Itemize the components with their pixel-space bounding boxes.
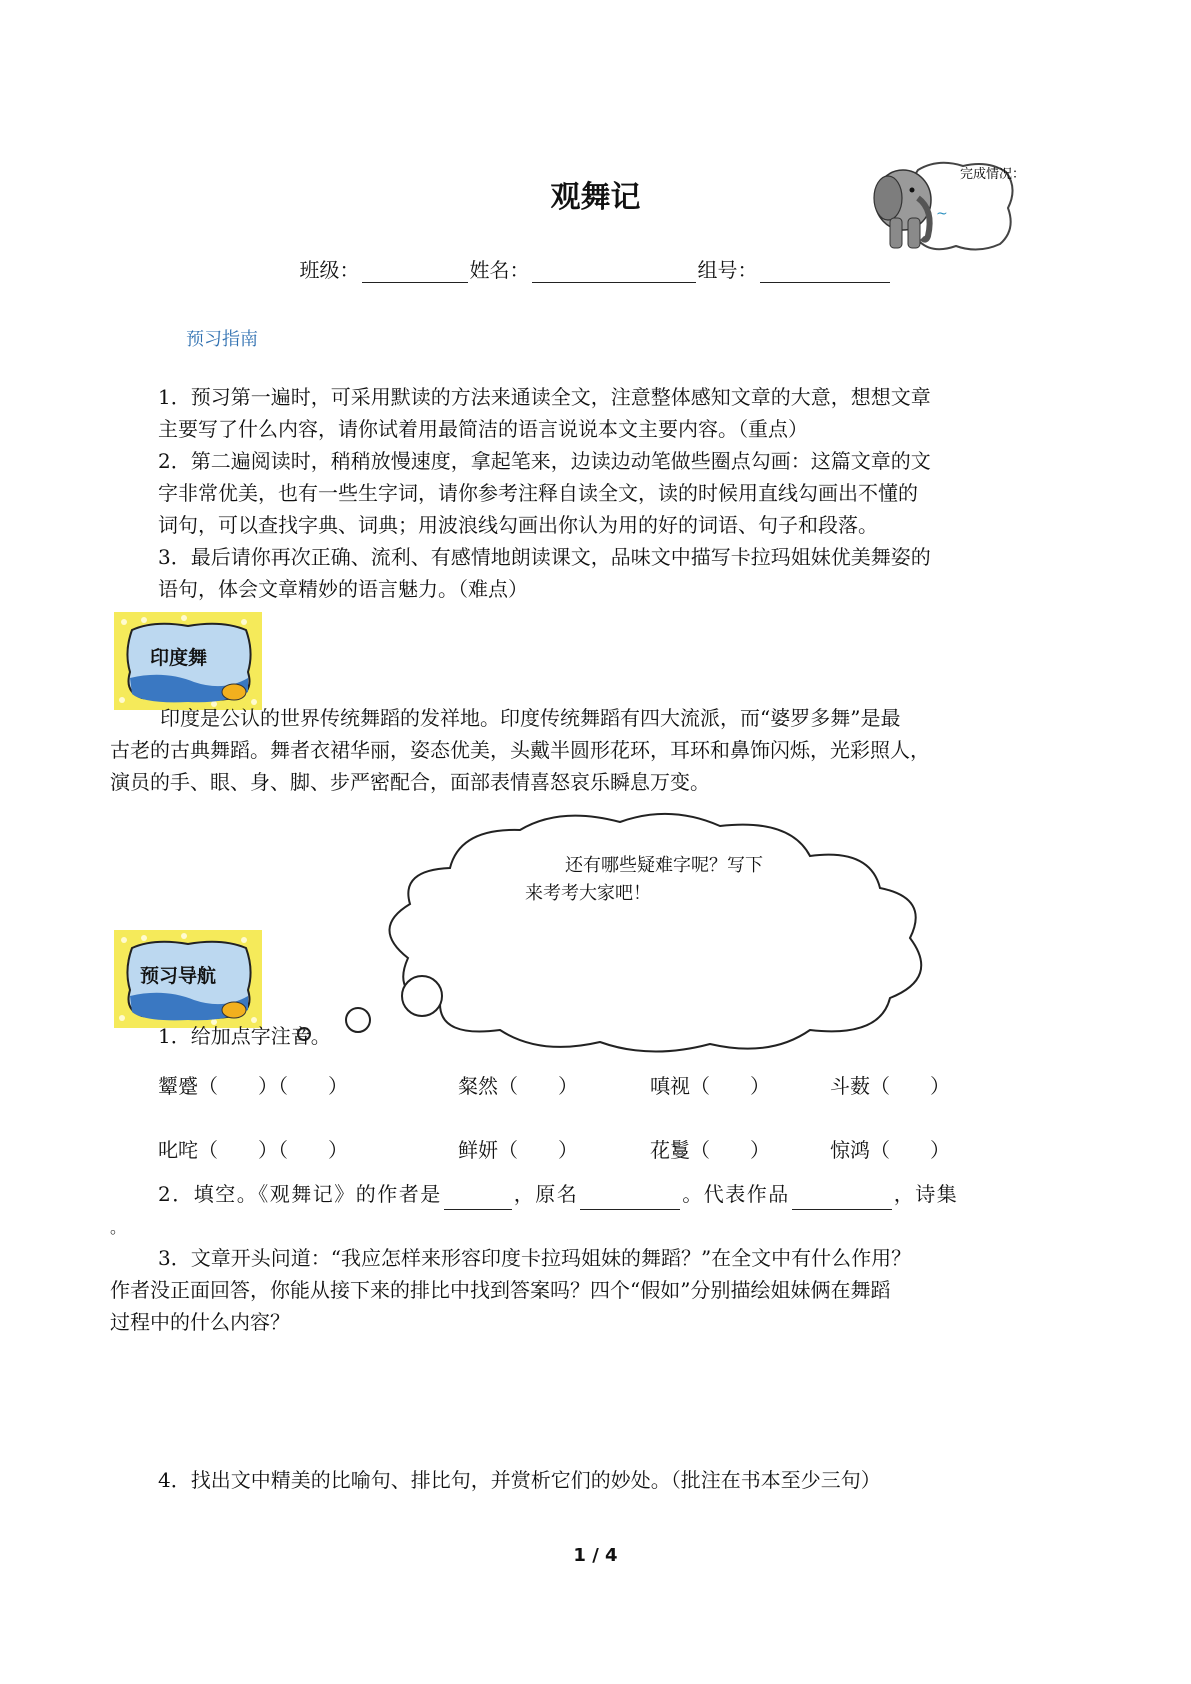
q2-part-c: 。代表作品: [682, 1182, 790, 1206]
vocab-item[interactable]: 惊鸿（ ）: [830, 1138, 950, 1162]
question-4: 4．找出文中精美的比喻句、排比句，并赏析它们的妙处。（批注在书本至少三句）: [158, 1468, 881, 1492]
guide-heading: 预习指南: [186, 329, 258, 350]
vocab-item[interactable]: 粲然（ ）: [458, 1074, 578, 1098]
thought-text: [525, 852, 763, 908]
badge-india-dance: [114, 612, 262, 710]
name-label: 姓名：: [469, 258, 530, 282]
vocab-item[interactable]: 鲜妍（ ）: [458, 1138, 578, 1162]
q2-part-a: 2．填空。《观舞记》的作者是: [158, 1182, 442, 1206]
vocab-item[interactable]: 斗薮（ ）: [830, 1074, 950, 1098]
guide-item-2-line-3: 词句，可以查找字典、词典；用波浪线勾画出你认为用的好的词语、句子和段落。: [158, 513, 878, 537]
class-label: 班级：: [299, 258, 360, 282]
question-1: 1．给加点字注音。: [158, 1024, 331, 1048]
badge-preview-navigation-label: 预习导航: [140, 965, 217, 987]
works-field[interactable]: [792, 1187, 892, 1210]
q2-part-d: ，诗集: [893, 1182, 959, 1206]
page-title: 观舞记: [550, 180, 641, 215]
fish-icon: [222, 684, 246, 700]
badge-india-dance-label: 印度舞: [150, 647, 208, 669]
india-text-line-2: 古老的古典舞蹈。舞者衣裙华丽，姿态优美，头戴半圆形花环，耳环和鼻饰闪烁，光彩照人，: [110, 738, 930, 762]
q3-line-2: 作者没正面回答，你能从接下来的排比中找到答案吗？四个“假如”分别描绘姐妹俩在舞蹈: [110, 1278, 891, 1302]
question-2: [158, 1178, 1098, 1210]
vocab-item[interactable]: 花鬘（ ）: [650, 1138, 770, 1162]
author-field[interactable]: [444, 1187, 512, 1210]
guide-item-1-line-2: 主要写了什么内容，请你试着用最简洁的语言说说本文主要内容。（重点）: [158, 417, 808, 441]
vocab-item[interactable]: 颦蹙（ ）（ ）: [158, 1074, 348, 1098]
guide-item-2-line-1: 2．第二遍阅读时，稍稍放慢速度，拿起笔来，边读边动笔做些圈点勾画：这篇文章的文: [158, 449, 931, 473]
water-drops-icon: ~: [936, 206, 948, 222]
thought-dot-large: [402, 976, 442, 1016]
name-field[interactable]: [532, 260, 696, 283]
india-dance-text: [110, 702, 1116, 798]
thought-line-1: 还有哪些疑难字呢？写下: [565, 855, 763, 876]
thought-dot-medium: [346, 1008, 370, 1032]
guide-item-2-line-2: 字非常优美，也有一些生字词，请你参考注释自读全文，读的时候用直线勾画出不懂的: [158, 481, 918, 505]
q3-line-3: 过程中的什么内容？: [110, 1310, 290, 1334]
q2-part-b: ，原名: [513, 1182, 579, 1206]
thought-line-2: 来考考大家吧！: [525, 883, 651, 904]
india-text-line-3: 演员的手、眼、身、脚、步严密配合，面部表情喜怒哀乐瞬息万变。: [110, 770, 710, 794]
guide-list: [158, 381, 1088, 605]
class-field[interactable]: [362, 260, 468, 283]
completion-status-box: [868, 158, 1026, 258]
q3-line-1: 3．文章开头问道：“我应怎样来形容印度卡拉玛姐妹的舞蹈？”在全文中有什么作用？: [158, 1246, 912, 1270]
india-text-line-1: 印度是公认的世界传统舞蹈的发祥地。印度传统舞蹈有四大流派，而“婆罗多舞”是最: [160, 706, 901, 730]
student-info-line: [0, 254, 1191, 283]
original-name-field[interactable]: [580, 1187, 680, 1210]
thought-bubble: [389, 814, 921, 1052]
group-field[interactable]: [760, 260, 890, 283]
guide-item-3-line-1: 3．最后请你再次正确、流利、有感情地朗读课文，品味文中描写卡拉玛姐妹优美舞姿的: [158, 545, 931, 569]
q2-period: 。: [110, 1218, 127, 1237]
guide-item-1-line-1: 1．预习第一遍时，可采用默读的方法来通读全文，注意整体感知文章的大意，想想文章: [158, 385, 931, 409]
badge-preview-navigation: [114, 930, 262, 1028]
status-label: 完成情况：: [960, 167, 1026, 182]
vocab-item[interactable]: 嗔视（ ）: [650, 1074, 770, 1098]
page-number: 1 / 4: [573, 1545, 618, 1566]
fish-icon: [222, 1002, 246, 1018]
thought-cloud: [290, 808, 950, 1058]
question-3: [110, 1242, 911, 1338]
guide-item-3-line-2: 语句，体会文章精妙的语言魅力。（难点）: [158, 577, 528, 601]
group-label: 组号：: [697, 258, 758, 282]
vocab-item[interactable]: 叱咤（ ）（ ）: [158, 1138, 348, 1162]
